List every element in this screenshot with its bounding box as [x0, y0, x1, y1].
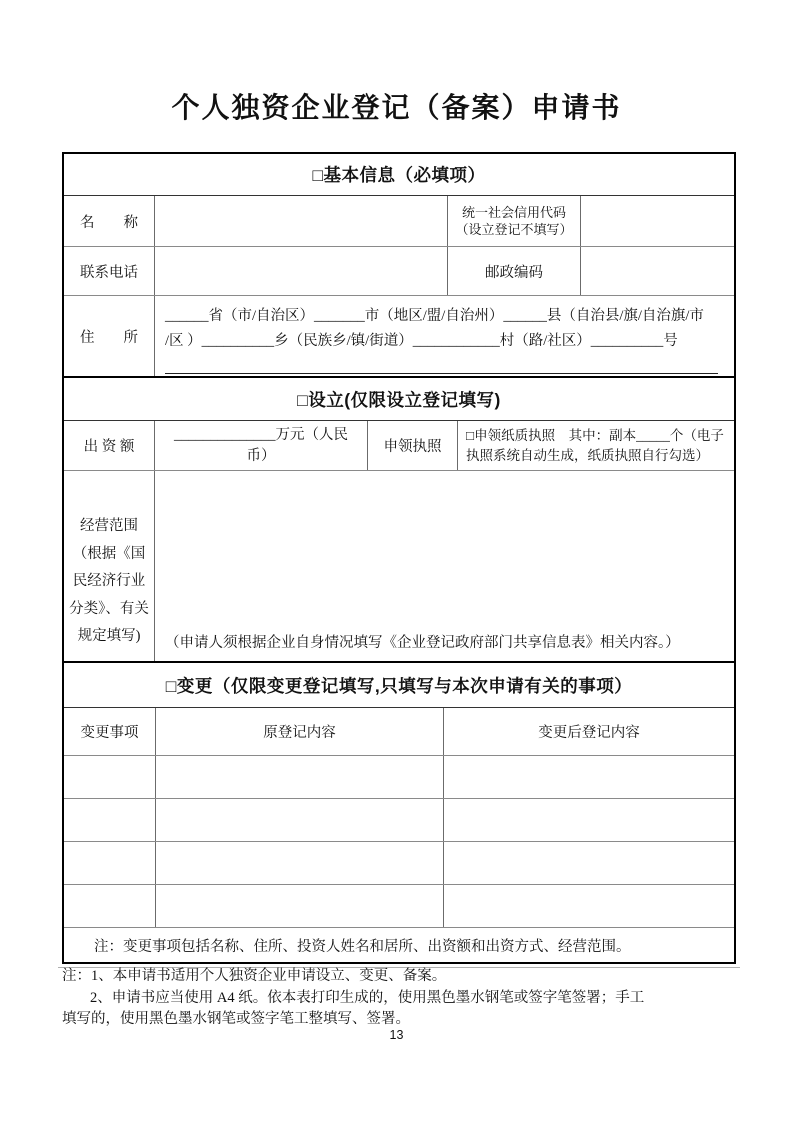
address-value-field [155, 296, 734, 376]
scope-label-line: （根据《国 [72, 545, 146, 562]
business-scope-field [155, 471, 734, 661]
row-address [64, 296, 734, 376]
phone-label: 联系电话 [64, 247, 155, 295]
change-table-row [64, 842, 734, 885]
postal-code-value-field [581, 247, 734, 295]
address-template-line2: /区 ）__________乡（民族乡/镇/街道）____________村（路/社区）__________号 [165, 333, 678, 349]
change-table-row [64, 799, 734, 842]
scope-label-line: 规定填写) [77, 628, 141, 644]
original-content-field [156, 799, 444, 841]
changed-content-field [444, 756, 734, 798]
credit-code-value-field [581, 196, 734, 246]
section-header-basic-info: □基本信息（必填项） [64, 154, 734, 196]
scope-label-line: 分类》、有关 [69, 600, 149, 617]
original-content-field [156, 842, 444, 884]
business-scope-note: （申请人须根据企业自身情况填写《企业登记政府部门共享信息表》相关内容。） [165, 635, 680, 651]
change-item-field [64, 885, 156, 927]
address-label: 住 所 [64, 296, 155, 376]
postal-code-label: 邮政编码 [448, 247, 581, 295]
change-table-header-row [64, 708, 734, 756]
footer-note-line1: 注：1、本申请书适用个人独资企业申请设立、变更、备案。 [62, 968, 447, 984]
page-number: 13 [389, 1028, 404, 1042]
business-scope-label [64, 471, 155, 661]
change-item-field [64, 842, 156, 884]
scope-label-line: 民经济行业 [72, 573, 146, 589]
footer-note-line2: 2、申请书应当使用 A4 纸。依本表打印生成的，使用黑色墨水钢笔或签字笔签署；手工 [90, 990, 645, 1006]
license-checkbox-text: □申领纸质执照 其中：副本_____个（电子执照系统自动生成，纸质执照自行勾选） [466, 427, 724, 463]
changed-content-field [444, 885, 734, 927]
original-content-field [156, 756, 444, 798]
row-business-scope [64, 471, 734, 661]
changed-content-field [444, 799, 734, 841]
address-blank-line [165, 361, 718, 374]
change-item-field [64, 799, 156, 841]
changed-content-column-header: 变更后登记内容 [538, 725, 640, 741]
credit-code-label-line2: （设立登记不填写） [455, 222, 573, 237]
section-header-setup: □设立(仅限设立登记填写) [64, 376, 734, 421]
row-phone [64, 247, 734, 296]
credit-code-label [448, 196, 581, 246]
name-label: 名 称 [64, 196, 155, 246]
change-item-field [64, 756, 156, 798]
application-form-table [62, 152, 736, 964]
capital-value-line1: ______________万元（人民 [174, 426, 348, 443]
capital-value-line2: 币） [246, 447, 276, 464]
row-capital [64, 421, 734, 471]
name-value-field [155, 196, 448, 246]
section-header-change: □变更（仅限变更登记填写,只填写与本次申请有关的事项） [64, 661, 734, 708]
capital-value-field [155, 421, 368, 470]
address-template-line1: ______省（市/自治区）_______市（地区/盟/自治州）______县（自治县/旗/自治旗/市 [165, 308, 704, 324]
change-table-row [64, 885, 734, 928]
page-title: 个人独资企业登记（备案）申请书 [171, 93, 622, 124]
change-note-row: 注：变更事项包括名称、住所、投资人姓名和居所、出资额和出资方式、经营范围。 [94, 938, 631, 955]
original-content-column-header: 原登记内容 [156, 708, 444, 755]
capital-label: 出 资 额 [64, 421, 155, 470]
phone-value-field [155, 247, 448, 295]
scope-label-line: 经营范围 [80, 518, 138, 534]
original-content-field [156, 885, 444, 927]
change-table-row [64, 756, 734, 799]
change-item-column-header: 变更事项 [64, 708, 156, 755]
license-label: 申领执照 [368, 421, 458, 470]
footer-note-line3: 填写的，使用黑色墨水钢笔或签字笔工整填写、签署。 [62, 1011, 410, 1027]
changed-content-field [444, 842, 734, 884]
credit-code-label-line1: 统一社会信用代码 [461, 204, 566, 220]
row-name [64, 196, 734, 247]
